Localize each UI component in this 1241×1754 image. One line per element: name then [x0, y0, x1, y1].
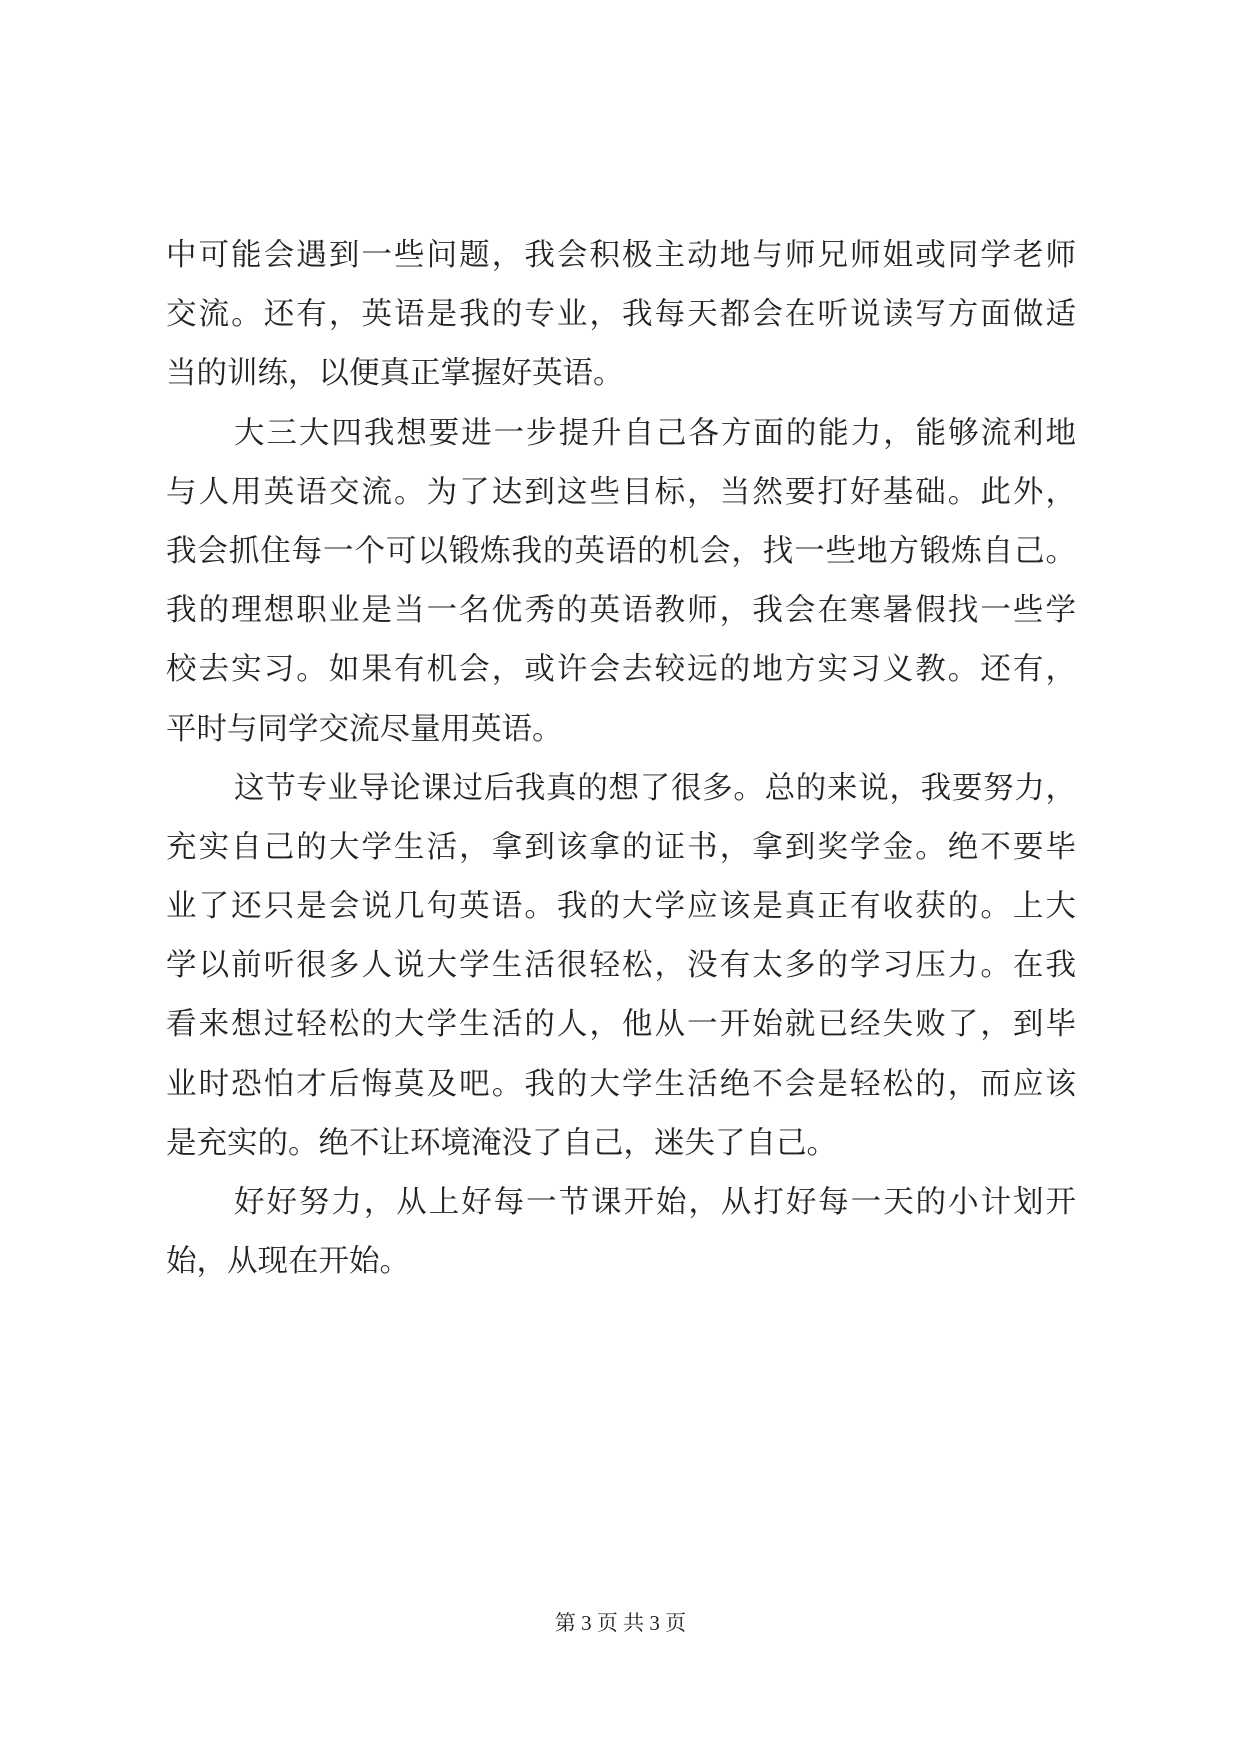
paragraph — [166, 1173, 1076, 1291]
text-line: 平时与同学交流尽量用英语。 — [166, 711, 563, 747]
paragraph — [166, 759, 1076, 1173]
text-line: 大三大四我想要进一步提升自己各方面的能力，能够流利地 — [234, 415, 1076, 451]
text-line: 中可能会遇到一些问题，我会积极主动地与师兄师姐或同学老师 — [166, 238, 1076, 273]
text-line: 校去实习。如果有机会，或许会去较远的地方实习义教。还有， — [166, 652, 1076, 688]
text-line: 始，从现在开始。 — [166, 1244, 410, 1280]
page-footer: 第 3 页 共 3 页 — [554, 1611, 687, 1635]
paragraph — [166, 404, 1076, 759]
text-line: 学以前听很多人说大学生活很轻松，没有太多的学习压力。在我 — [166, 948, 1076, 984]
text-line: 与人用英语交流。为了达到这些目标，当然要打好基础。此外， — [166, 474, 1076, 510]
text-line: 充实自己的大学生活，拿到该拿的证书，拿到奖学金。绝不要毕 — [166, 829, 1076, 865]
text-line: 是充实的。绝不让环境淹没了自己，迷失了自己。 — [166, 1125, 837, 1161]
paragraph — [166, 226, 1076, 404]
text-line: 业时恐怕才后悔莫及吧。我的大学生活绝不会是轻松的，而应该 — [166, 1066, 1076, 1102]
text-line: 看来想过轻松的大学生活的人，他从一开始就已经失败了，到毕 — [166, 1007, 1076, 1043]
text-line: 交流。还有，英语是我的专业，我每天都会在听说读写方面做适 — [166, 297, 1076, 333]
text-line: 我的理想职业是当一名优秀的英语教师，我会在寒暑假找一些学 — [166, 593, 1076, 629]
document-body — [166, 226, 1076, 1291]
text-line: 好好努力，从上好每一节课开始，从打好每一天的小计划开 — [234, 1185, 1076, 1220]
text-line: 这节专业导论课过后我真的想了很多。总的来说，我要努力， — [234, 770, 1076, 806]
text-line: 我会抓住每一个可以锻炼我的英语的机会，找一些地方锻炼自己。 — [166, 533, 1076, 569]
text-line: 业了还只是会说几句英语。我的大学应该是真正有收获的。上大 — [166, 889, 1076, 925]
text-line: 当的训练，以便真正掌握好英语。 — [166, 356, 624, 392]
